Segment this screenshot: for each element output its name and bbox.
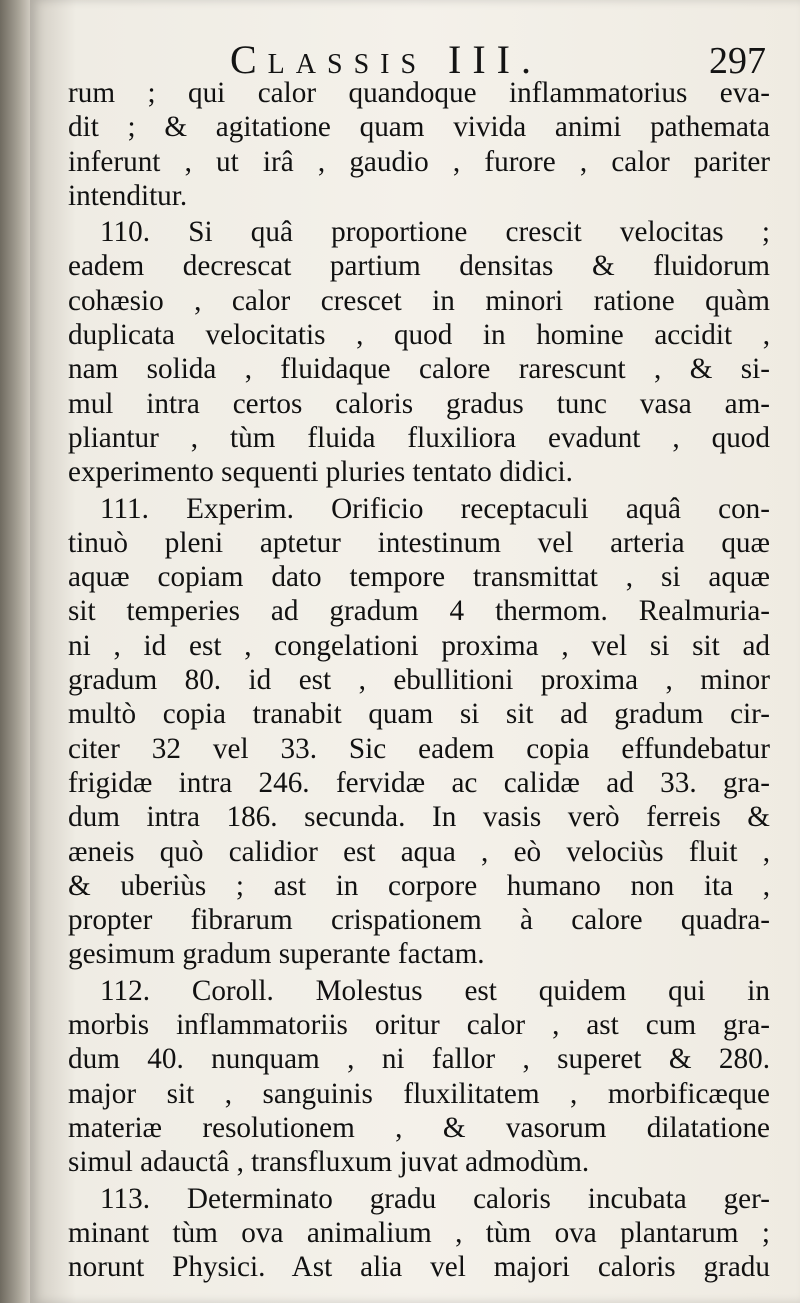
text-line: duplicata velocitatis , quod in homine accidit , (68, 319, 770, 352)
text-line: æneis quò calidior est aqua , eò velociùs fluit , (68, 835, 770, 868)
text-line: & uberiùs ; ast in corpore humano non ita , (68, 869, 770, 902)
text-line: 112. Coroll. Molestus est quidem qui in (100, 974, 770, 1007)
text-line: multò copia tranabit quam si sit ad gradum cir- (68, 698, 770, 731)
text-line: citer 32 vel 33. Sic eadem copia effundebatur (68, 732, 770, 765)
text-line: morbis inflammatoriis oritur calor , ast cum gra- (68, 1009, 770, 1042)
text-line: inferunt , ut irâ , gaudio , furore , calor pariter (68, 145, 770, 178)
text-line: frigidæ intra 246. fervidæ ac calidæ ad 33. gra- (68, 766, 770, 799)
text-line: nam solida , fluidaque calore rarescunt , & si- (68, 353, 770, 386)
text-line: major sit , sanguinis fluxilitatem , morbificæque (68, 1077, 770, 1110)
text-line: intenditur. (68, 179, 188, 212)
text-line: experimento sequenti pluries tentato didici. (68, 456, 573, 489)
text-line: sit temperies ad gradum 4 thermom. Realmuria- (68, 595, 770, 628)
text-line: mul intra certos caloris gradus tunc vasa am- (68, 387, 770, 420)
page-number: 297 (709, 40, 766, 82)
body-text (68, 76, 770, 1284)
text-line: 111. Experim. Orificio receptaculi aquâ con- (100, 492, 770, 525)
paragraph (68, 76, 770, 213)
book-spine-shadow (0, 0, 30, 1303)
text-line: propter fibrarum crispationem à calore quadra- (68, 904, 770, 937)
text-line: tinuò pleni aptetur intestinum vel arteria quæ (68, 526, 770, 559)
text-line: 110. Si quâ proportione crescit velocitas ; (100, 216, 770, 249)
text-line: dum intra 186. secunda. In vasis verò ferreis & (68, 801, 770, 834)
paragraph-112 (68, 974, 770, 1180)
text-line: ni , id est , congelationi proxima , vel si sit ad (68, 629, 770, 662)
text-line: gesimum gradum superante factam. (68, 938, 485, 971)
text-line: simul adauctâ , transfluxum juvat admodùm. (68, 1146, 590, 1179)
text-line: pliantur , tùm fluida fluxiliora evadunt , quod (68, 421, 770, 454)
text-line: dum 40. nunquam , ni fallor , superet & 280. (68, 1043, 770, 1076)
text-line: cohæsio , calor crescet in minori ratione quàm (68, 284, 770, 317)
text-line: materiæ resolutionem , & vasorum dilatatione (68, 1111, 770, 1144)
paragraph-110 (68, 215, 770, 489)
text-line: norunt Physici. Ast alia vel majori caloris gradu (68, 1251, 770, 1284)
text-line: minant tùm ova animalium , tùm ova plantarum ; (68, 1216, 770, 1249)
book-page (30, 0, 800, 1303)
text-line: 113. Determinato gradu caloris incubata ger- (100, 1182, 770, 1215)
text-line: eadem decrescat partium densitas & fluidorum (68, 250, 770, 283)
text-line: aquæ copiam dato tempore transmittat , si aquæ (68, 561, 770, 594)
running-title: Classis III. (230, 37, 543, 82)
paragraph-111 (68, 492, 770, 972)
text-line: gradum 80. id est , ebullitioni proxima , minor (68, 664, 770, 697)
text-line: rum ; qui calor quandoque inflammatorius eva- (68, 77, 770, 109)
paragraph-113 (68, 1182, 770, 1285)
text-line: dit ; & agitatione quam vivida animi pathemata (68, 111, 770, 144)
